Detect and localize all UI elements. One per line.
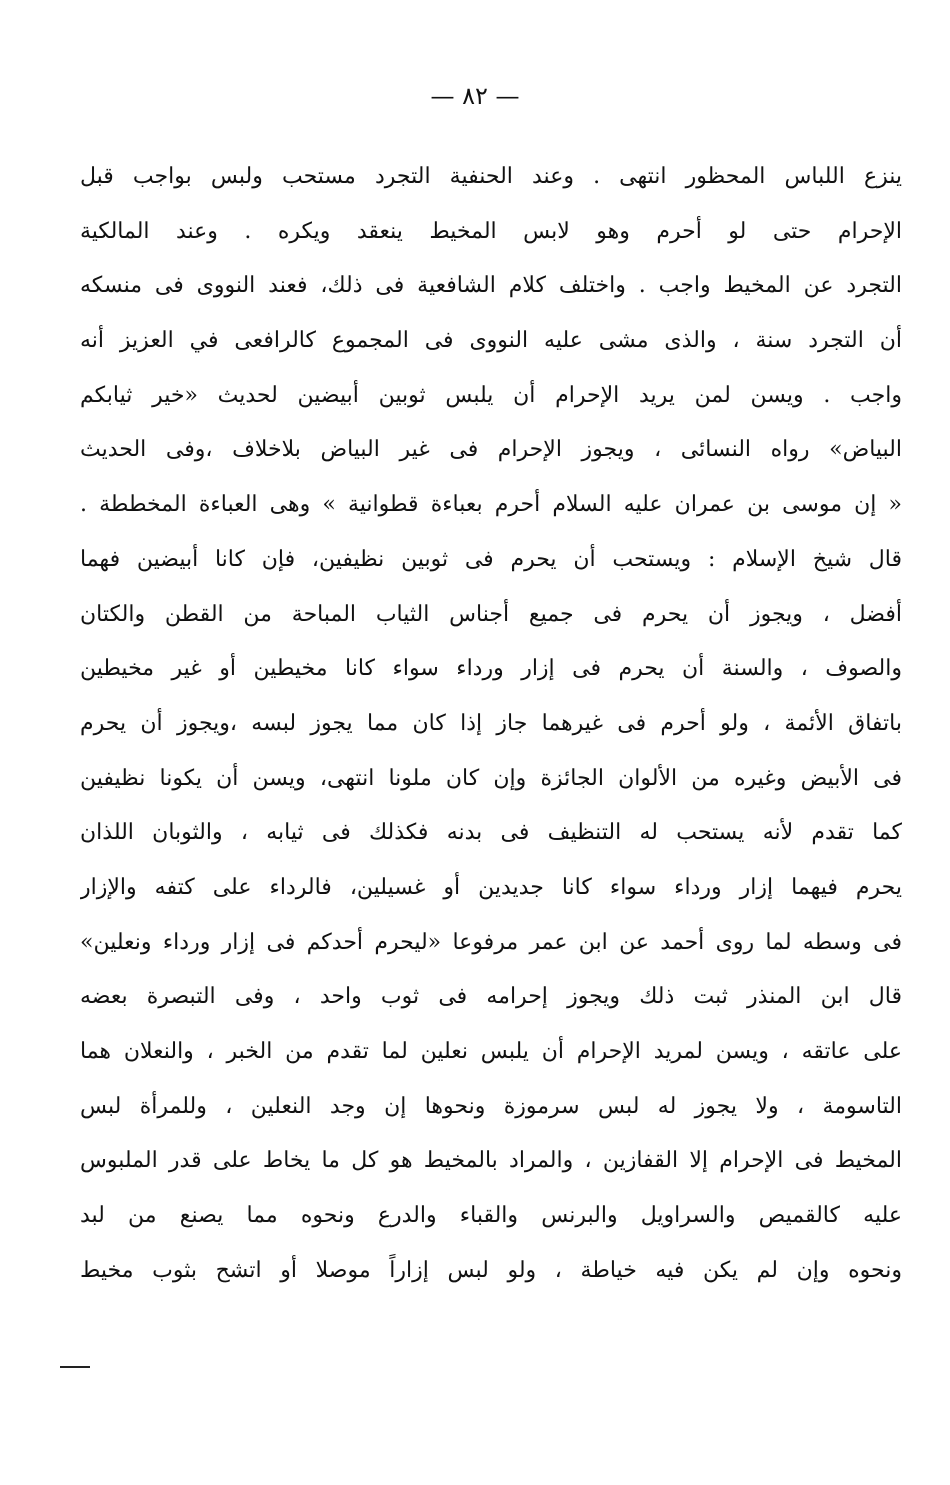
text-line: « إن موسى بن عمران عليه السلام أحرم بعباءة قطوانية » وهى العباءة المخططة . [80,492,902,518]
text-line: قال شيخ الإسلام : ويستحب أن يحرم فى ثوبين نظيفين، فإن كانا أبيضين فهما [80,546,902,572]
text-line: ينزع اللباس المحظور انتهى . وعند الحنفية التجرد مستحب ولبس بواجب قبل [80,164,902,189]
text-line: أن التجرد سنة ، والذى مشى عليه النووى فى المجموع كالرافعى في العزيز أنه [80,328,902,354]
page-number: — ٨٢ — [430,82,520,110]
text-line: فى الأبيض وغيره من الألوان الجائزة وإن كان ملونا انتهى، ويسن أن يكونا نظيفين [80,765,902,791]
text-line: المخيط فى الإحرام إلا القفازين ، والمراد بالمخيط هو كل ما يخاط على قدر الملبوس [80,1148,902,1174]
text-line: عليه كالقميص والسراويل والبرنس والقباء والدرع ونحوه مما يصنع من لبد [80,1203,902,1229]
text-line: قال ابن المنذر ثبت ذلك ويجوز إحرامه فى ثوب واحد ، وفى التبصرة بعضه [80,984,902,1010]
text-line: التاسومة ، ولا يجوز له لبس سرموزة ونحوها إن وجد النعلين ، وللمرأة لبس [80,1093,902,1119]
text-line: البياض» رواه النسائى ، ويجوز الإحرام فى غير البياض بلاخلاف ،وفى الحديث [80,437,902,463]
text-line: واجب . ويسن لمن يريد الإحرام أن يلبس ثوبين أبيضين لحديث «خير ثيابكم [80,382,902,408]
text-line: كما تقدم لأنه يستحب له التنظيف فى بدنه فكذلك فى ثيابه ، والثوبان اللذان [80,820,902,846]
text-line: فى وسطه لما روى أحمد عن ابن عمر مرفوعا «ليحرم أحدكم فى إزار ورداء ونعلين» [80,929,902,955]
text-line: باتفاق الأئمة ، ولو أحرم فى غيرهما جاز إذا كان مما يجوز لبسه ،ويجوز أن يحرم [80,710,902,736]
body-text [80,150,902,1298]
text-line: الإحرام حتى لو أحرم وهو لابس المخيط ينعقد ويكره . وعند المالكية [80,218,902,244]
text-line: أفضل ، ويجوز أن يحرم فى جميع أجناس الثياب المباحة من القطن والكتان [80,601,902,627]
catchword-mark [60,1366,90,1368]
text-line: على عاتقه ، ويسن لمريد الإحرام أن يلبس نعلين لما تقدم من الخبر ، والنعلان هما [80,1039,902,1064]
text-line: ونحوه وإن لم يكن فيه خياطة ، ولو لبس إزاراً موصلا أو اتشح بثوب مخيط [80,1257,902,1283]
text-line: يحرم فيهما إزار ورداء سواء كانا جديدين أو غسيلين، فالرداء على كتفه والإزار [80,874,902,900]
text-line: والصوف ، والسنة أن يحرم فى إزار ورداء سواء كانا مخيطين أو غير مخيطين [80,656,902,682]
text-line: التجرد عن المخيط واجب . واختلف كلام الشافعية فى ذلك، فعند النووى فى منسكه [80,273,902,299]
